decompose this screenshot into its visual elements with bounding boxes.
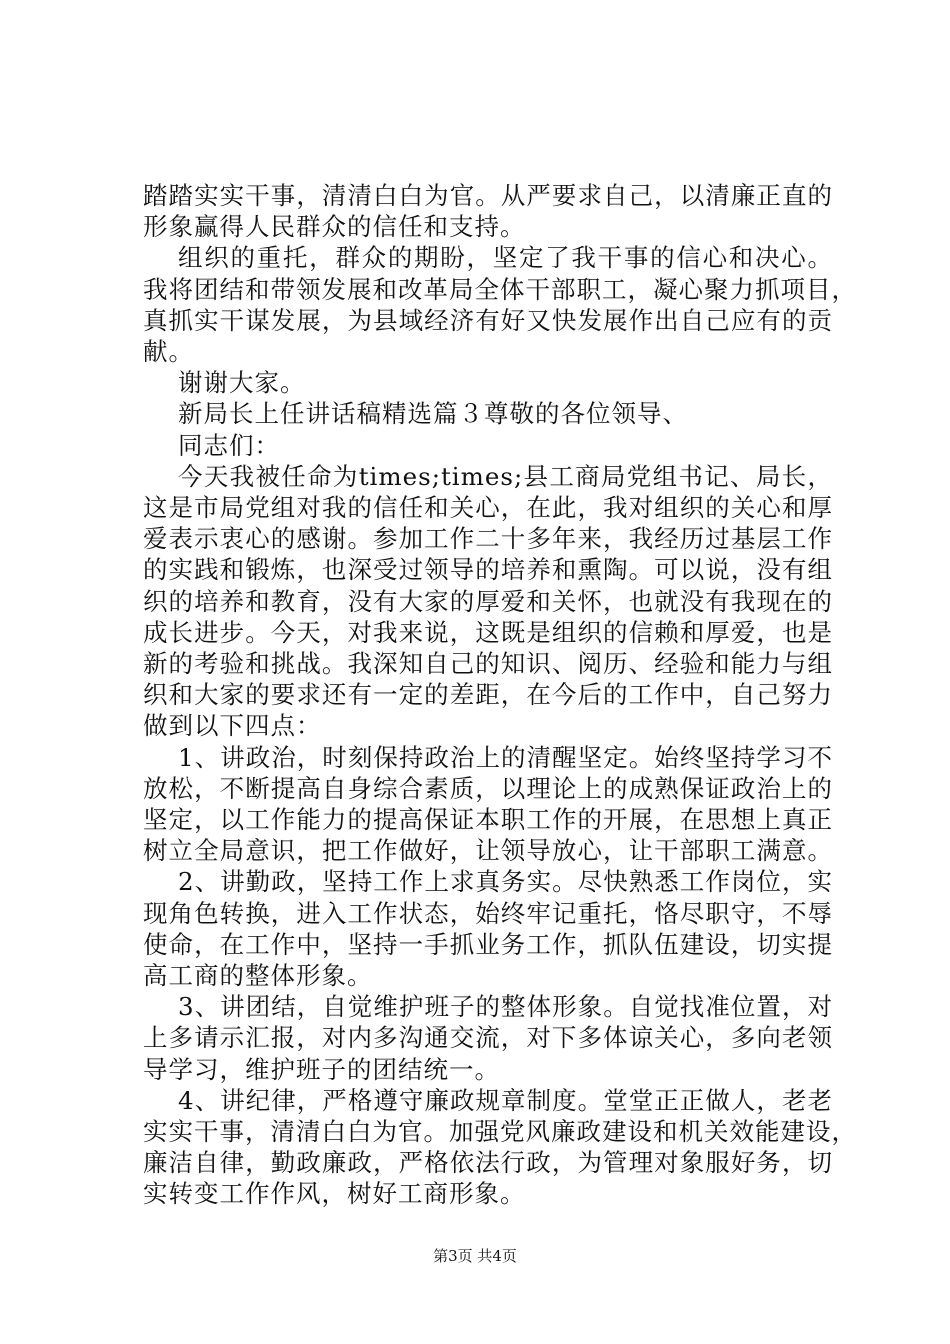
text-line: 真抓实干谋发展，为县域经济有好又快发展作出自己应有的贡 xyxy=(143,305,833,335)
paragraph-start: 谢谢大家。 xyxy=(178,368,306,398)
text-line: 上多请示汇报，对内多沟通交流，对下多体谅关心，多向老领 xyxy=(143,1023,833,1053)
text-line: 爱表示衷心的感谢。参加工作二十多年来，我经历过基层工作 xyxy=(143,524,833,554)
text-line: 成长进步。今天，对我来说，这既是组织的信赖和厚爱，也是 xyxy=(143,617,833,647)
text-line: 踏踏实实干事，清清白白为官。从严要求自己，以清廉正直的 xyxy=(143,181,833,210)
text-line: 现角色转换，进入工作状态，始终牢记重托，恪尽职守，不辱 xyxy=(143,898,833,928)
text-line: 导学习，维护班子的团结统一。 xyxy=(143,1054,500,1084)
list-item-4: 4、讲纪律，严格遵守廉政规章制度。堂堂正正做人，老老 xyxy=(178,1085,833,1115)
text-line: 树立全局意识，把工作做好，让领导放心，让干部职工满意。 xyxy=(143,836,833,866)
page-footer: 第3页 共4页 xyxy=(433,1247,517,1265)
text-line: 廉洁自律，勤政廉政，严格依法行政，为管理对象服好务，切 xyxy=(143,1148,833,1178)
text-line: 的实践和锻炼，也深受过领导的培养和熏陶。可以说，没有组 xyxy=(143,555,833,585)
text-line: 实实干事，清清白白为官。加强党风廉政建设和机关效能建设， xyxy=(143,1117,857,1146)
section-title: 新局长上任讲话稿精选篇３尊敬的各位领导、 xyxy=(178,399,688,429)
text-line: 这是市局党组对我的信任和关心，在此，我对组织的关心和厚 xyxy=(143,493,833,522)
text-line: 实转变工作作风，树好工商形象。 xyxy=(143,1179,526,1209)
list-item-3: 3、讲团结，自觉维护班子的整体形象。自觉找准位置，对 xyxy=(178,992,833,1022)
text-line: 坚定，以工作能力的提高保证本职工作的开展，在思想上真正 xyxy=(143,805,833,834)
text-line: 高工商的整体形象。 xyxy=(143,961,373,990)
text-line: 使命，在工作中，坚持一手抓业务工作，抓队伍建设，切实提 xyxy=(143,929,833,959)
text-line: 我将团结和带领发展和改革局全体干部职工，凝心聚力抓项目， xyxy=(143,274,857,304)
salutation: 同志们： xyxy=(178,430,280,460)
list-item-1: 1、讲政治，时刻保持政治上的清醒坚定。始终坚持学习不 xyxy=(178,742,833,772)
paragraph-start: 组织的重托，群众的期盼，坚定了我干事的信心和决心。 xyxy=(178,243,833,273)
text-line: 放松，不断提高自身综合素质，以理论上的成熟保证政治上的 xyxy=(143,773,833,803)
text-line: 形象赢得人民群众的信任和支持。 xyxy=(143,212,526,242)
text-line: 做到以下四点： xyxy=(143,711,322,741)
list-item-2: 2、讲勤政，坚持工作上求真务实。尽快熟悉工作岗位，实 xyxy=(178,867,833,897)
text-line: 织和大家的要求还有一定的差距，在今后的工作中，自己努力 xyxy=(143,680,833,710)
text-line: 献。 xyxy=(143,337,194,366)
text-line: 新的考验和挑战。我深知自己的知识、阅历、经验和能力与组 xyxy=(143,649,833,678)
paragraph-start: 今天我被任命为times;times;县工商局党组书记、局长， xyxy=(178,461,833,491)
text-line: 织的培养和教育，没有大家的厚爱和关怀，也就没有我现在的 xyxy=(143,586,833,616)
